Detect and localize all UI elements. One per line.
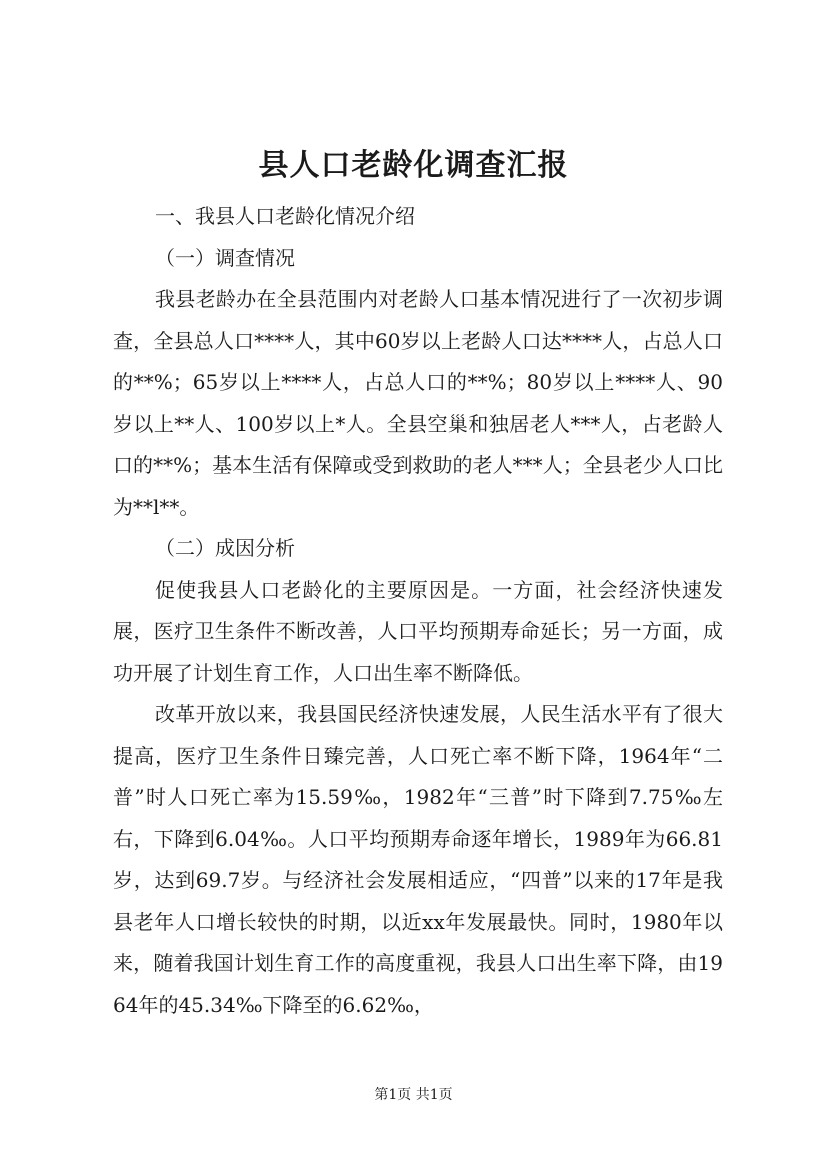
subsection-heading-causes: （二）成因分析 [155,536,295,560]
paragraph-survey: 我县老龄办在全县范围内对老龄人口基本情况进行了一次初步调查，全县总人口****人，其中60岁以上老龄人口达****人，占总人口的**%；65岁以上****人，占总人口的**%；80岁以上****人、90岁以上**人、100岁以上*人。全县空巢和独居老人***人，占老龄人口的**%；基本生活有保障或受到救助的老人***人；全县老少人口比为**l**。 [113,287,723,519]
document-title: 县人口老龄化调查汇报 [258,148,569,183]
document-body [113,196,723,1026]
paragraph-reform: 改革开放以来，我县国民经济快速发展，人民生活水平有了很大提高，医疗卫生条件日臻完善，人口死亡率不断下降，1964年“二普”时人口死亡率为15.59‰，1982年“三普”时下降到7.75‰左右，下降到6.04‰。人口平均预期寿命逐年增长，1989年为66.81岁，达到69.7岁。与经济社会发展相适应，“四普”以来的17年是我县老年人口增长较快的时期，以近xx年发展最快。同时，1980年以来，随着我国计划生育工作的高度重视，我县人口出生率下降，由1964年的45.34‰下降至的6.62‰， [113,702,723,1017]
page-number: 第1页 共1页 [374,1087,453,1103]
section-heading-1: 一、我县人口老龄化情况介绍 [155,204,415,228]
paragraph-causes: 促使我县人口老龄化的主要原因是。一方面，社会经济快速发展，医疗卫生条件不断改善，人口平均预期寿命延长；另一方面，成功开展了计划生育工作，人口出生率不断降低。 [113,577,723,685]
subsection-heading-survey: （一）调查情况 [155,245,295,270]
